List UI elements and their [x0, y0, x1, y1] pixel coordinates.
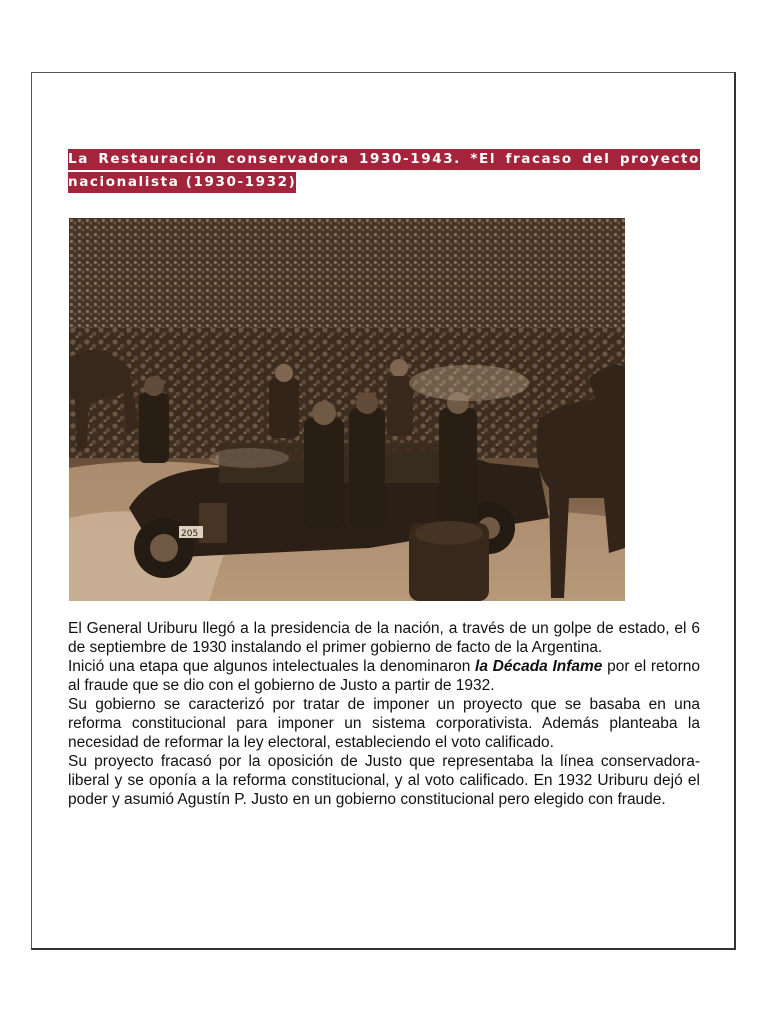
paragraph-2-after: por el retorno al fraude que se dio con el gobierno de Justo a partir de 1932. — [68, 658, 701, 694]
paragraph-2-emphasis: la Década Infame — [475, 658, 603, 675]
page-title — [68, 148, 700, 194]
paragraph-3: Su gobierno se caracterizó por tratar de imponer un proyecto que se basaba en una reforma constitucional para imponer un sistema corporativista. Además planteaba la necesidad de reformar la ley electoral, estableciendo el voto calificado. — [68, 696, 700, 751]
svg-text:205: 205 — [181, 529, 199, 539]
paragraph-1: El General Uriburu llegó a la presidencia de la nación, a través de un golpe de estado, el 6 de septiembre de 1930 instalando el primer gobierno de facto de la Argentina. — [68, 620, 700, 656]
paragraph-4: Su proyecto fracasó por la oposición de Justo que representaba la línea conservadora-liberal y se oponía a la reforma constitucional, y al voto calificado. En 1932 Uriburu dejó el poder y asumió Agustín P. Justo en un gobierno constitucional pero elegido con fraude. — [68, 753, 700, 808]
historical-crowd-photo — [69, 218, 625, 601]
body-text — [68, 619, 700, 809]
page-title-text: La Restauración conservadora 1930-1943. *El fracaso del proyecto nacionalista (1930-1932) — [68, 149, 700, 193]
paragraph-2-before: Inició una etapa que algunos intelectuales la denominaron — [68, 658, 476, 675]
paragraph-2 — [68, 657, 700, 695]
